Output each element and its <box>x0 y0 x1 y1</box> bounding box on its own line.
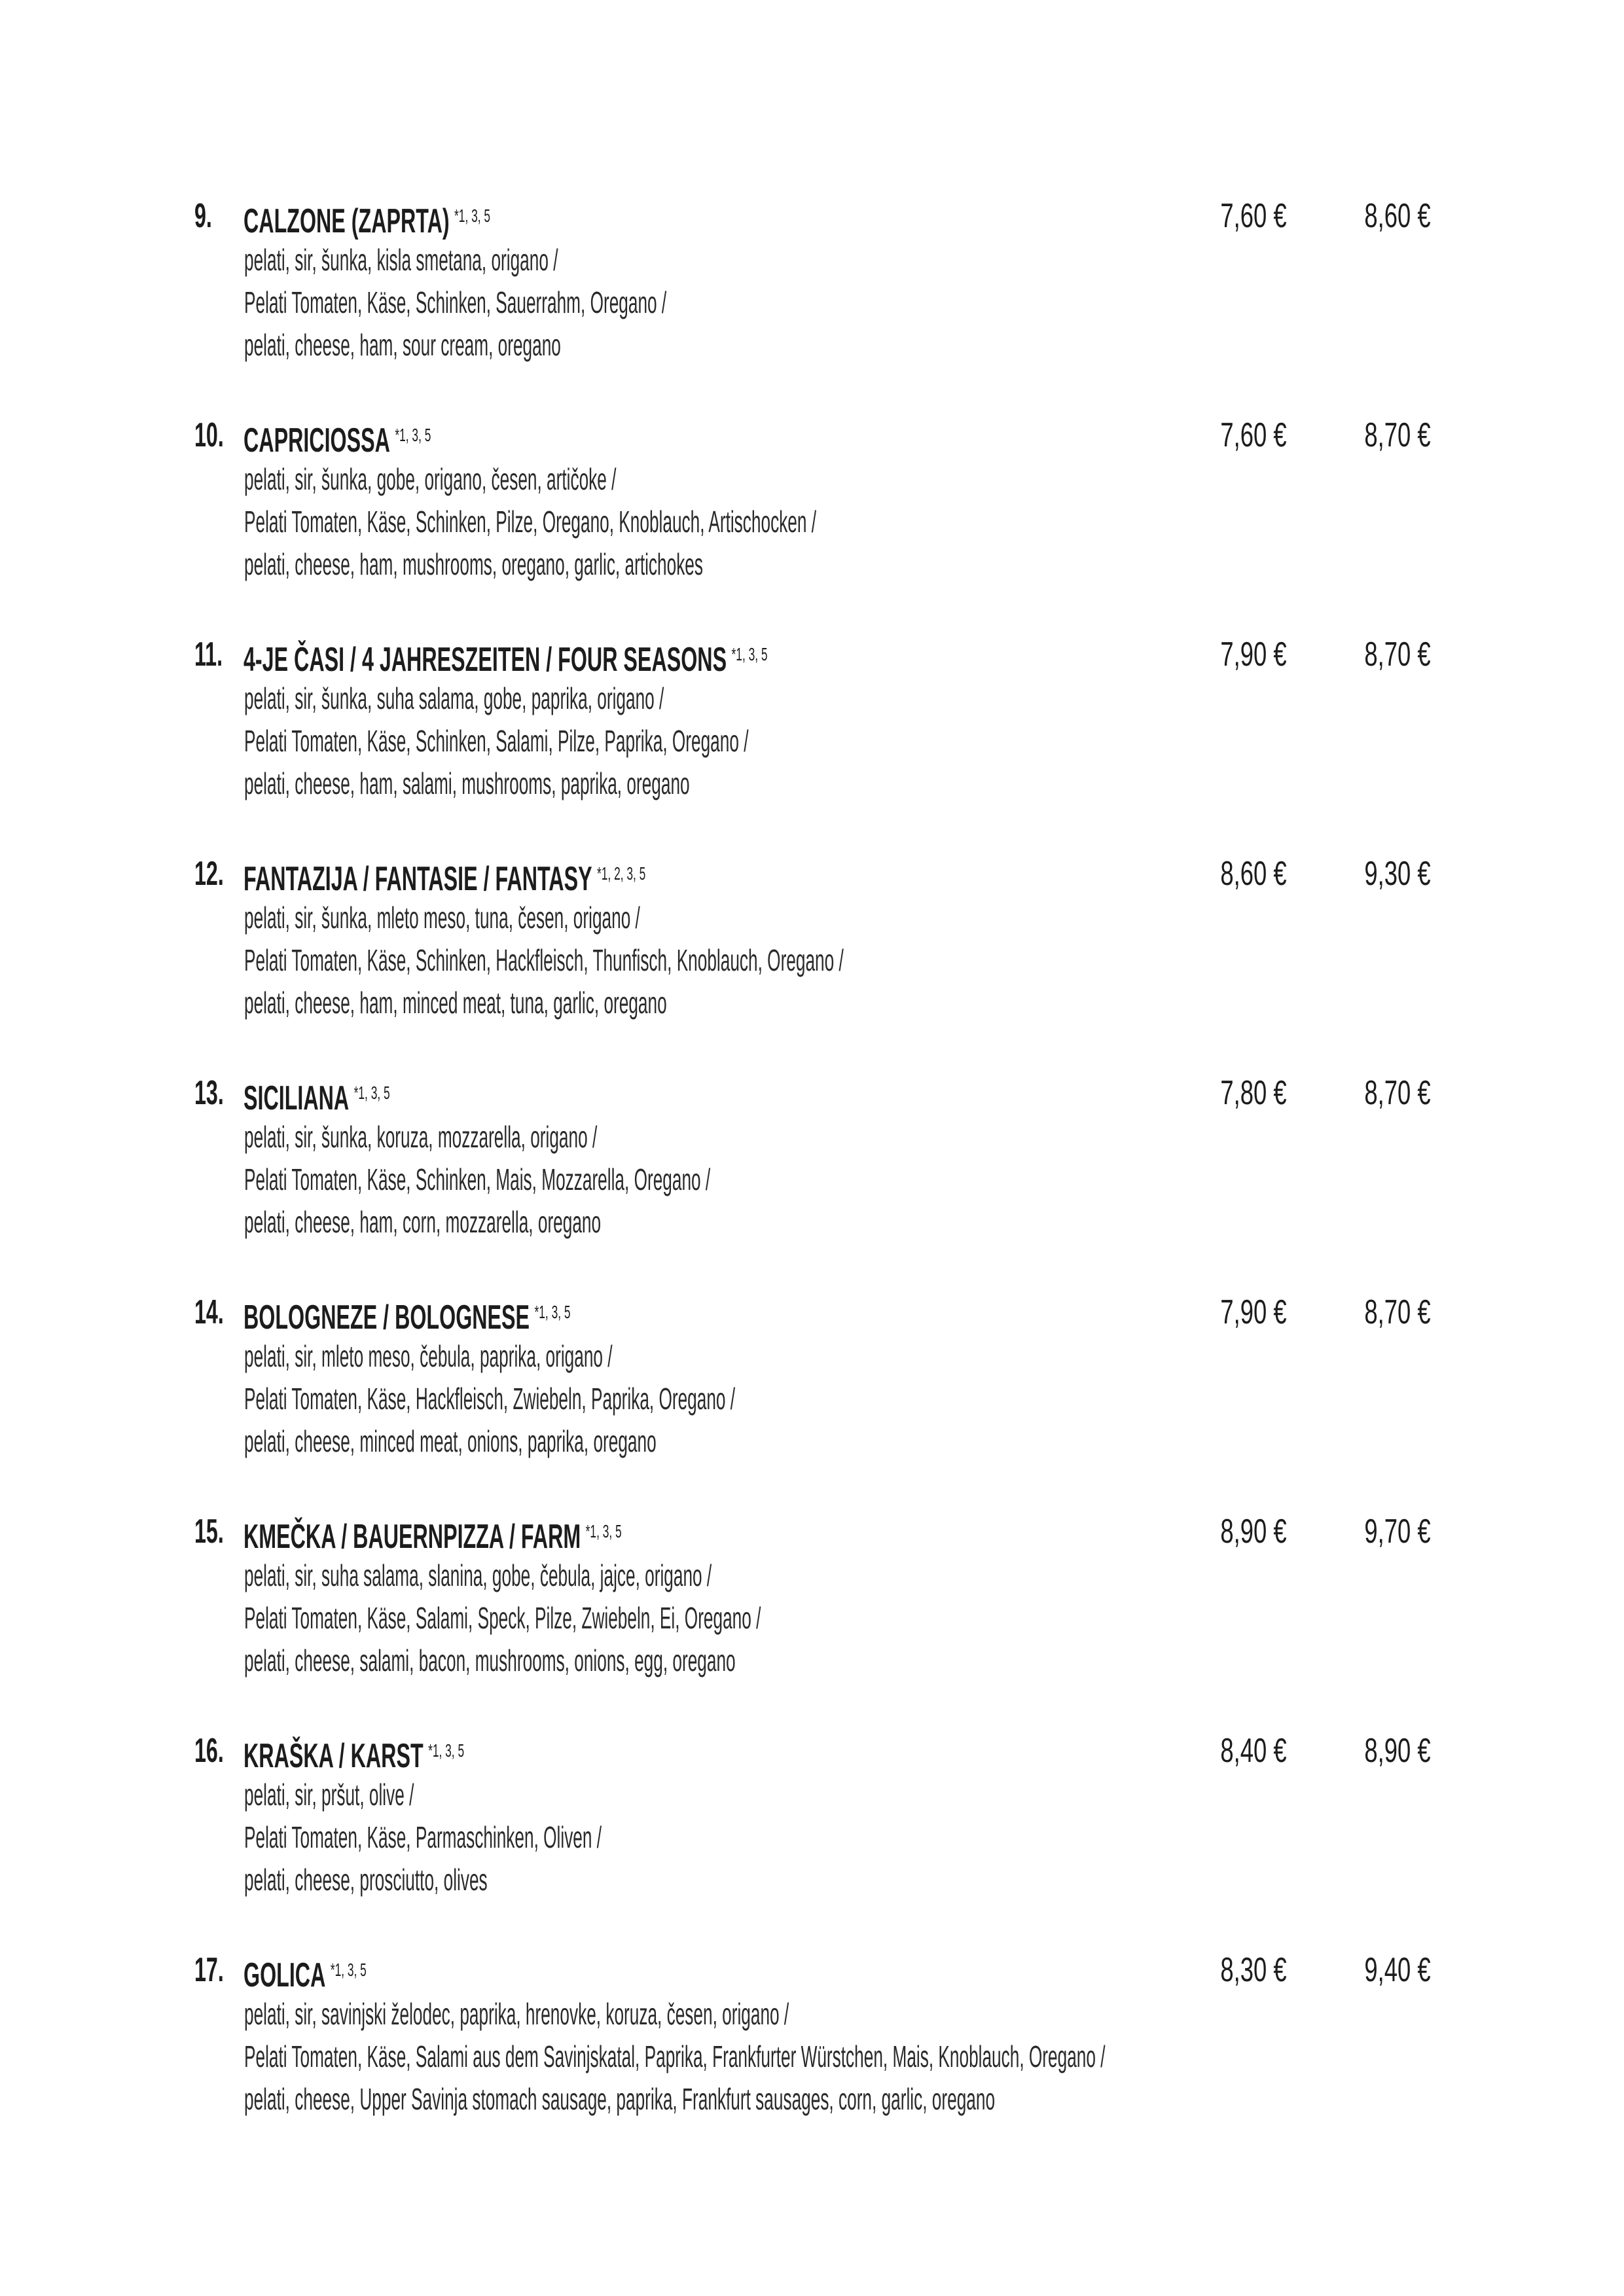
menu-item-15 <box>0 1512 1624 1708</box>
item-title: KRAŠKA / KARST <box>244 1737 424 1775</box>
description-german: Pelati Tomaten, Käse, Parmaschinken, Oliven / <box>244 1820 602 1854</box>
menu-item-10 <box>0 416 1624 612</box>
menu-item-16 <box>0 1731 1624 1928</box>
price-small: 8,60 € <box>1220 855 1287 893</box>
item-title: BOLOGNEZE / BOLOGNESE <box>244 1299 530 1336</box>
menu-item-heading <box>0 416 1624 459</box>
menu-item-heading <box>0 1731 1624 1775</box>
price-large: 8,60 € <box>1364 197 1431 235</box>
item-title: CAPRICIOSSA <box>244 422 390 459</box>
item-number: 15. <box>194 1513 224 1551</box>
description-german: Pelati Tomaten, Käse, Schinken, Pilze, Oregano, Knoblauch, Artischocken / <box>244 505 817 539</box>
menu-item-17 <box>0 1950 1624 2147</box>
menu-item-heading <box>0 635 1624 679</box>
item-number: 13. <box>194 1074 224 1112</box>
description-slovenian: pelati, sir, šunka, mleto meso, tuna, česen, origano / <box>244 901 640 935</box>
menu-item-heading <box>0 196 1624 240</box>
item-title-group <box>244 1731 464 1784</box>
item-title: 4-JE ČASI / 4 JAHRESZEITEN / FOUR SEASONS <box>244 641 727 679</box>
item-title: CALZONE (ZAPRTA) <box>244 202 450 240</box>
menu-item-14 <box>0 1293 1624 1489</box>
price-large: 9,70 € <box>1364 1513 1431 1551</box>
price-large: 9,40 € <box>1364 1951 1431 1989</box>
description-english: pelati, cheese, ham, corn, mozzarella, oregano <box>244 1205 602 1239</box>
price-small: 7,90 € <box>1220 636 1287 673</box>
allergen-codes: *1, 3, 5 <box>534 1302 571 1322</box>
description-slovenian: pelati, sir, pršut, olive / <box>244 1778 414 1812</box>
price-large: 9,30 € <box>1364 855 1431 893</box>
description-english: pelati, cheese, prosciutto, olives <box>244 1863 488 1897</box>
menu-item-12 <box>0 854 1624 1050</box>
item-title: KMEČKA / BAUERNPIZZA / FARM <box>244 1518 581 1556</box>
description-english: pelati, cheese, minced meat, onions, paprika, oregano <box>244 1424 657 1458</box>
description-slovenian: pelati, sir, šunka, suha salama, gobe, paprika, origano / <box>244 681 664 715</box>
description-slovenian: pelati, sir, mleto meso, čebula, paprika, origano / <box>244 1339 613 1373</box>
price-small: 7,80 € <box>1220 1074 1287 1112</box>
item-number: 9. <box>194 197 212 235</box>
allergen-codes: *1, 3, 5 <box>330 1960 367 1980</box>
description-german: Pelati Tomaten, Käse, Schinken, Salami, Pilze, Paprika, Oregano / <box>244 724 749 758</box>
description-english: pelati, cheese, ham, mushrooms, oregano, garlic, artichokes <box>244 547 704 581</box>
item-number: 16. <box>194 1732 224 1770</box>
price-large: 8,70 € <box>1364 1293 1431 1331</box>
description-slovenian: pelati, sir, suha salama, slanina, gobe, čebula, jajce, origano / <box>244 1558 712 1592</box>
allergen-codes: *1, 3, 5 <box>395 425 431 445</box>
description-german: Pelati Tomaten, Käse, Schinken, Sauerrahm, Oregano / <box>244 285 667 319</box>
menu-item-heading <box>0 1293 1624 1336</box>
menu-item-9 <box>0 196 1624 393</box>
item-title-group <box>244 1073 390 1126</box>
description-german: Pelati Tomaten, Käse, Schinken, Mais, Mozzarella, Oregano / <box>244 1162 711 1196</box>
allergen-codes: *1, 3, 5 <box>353 1083 390 1103</box>
description-german: Pelati Tomaten, Käse, Hackfleisch, Zwiebeln, Paprika, Oregano / <box>244 1382 736 1416</box>
item-number: 17. <box>194 1951 224 1989</box>
description-german: Pelati Tomaten, Käse, Salami aus dem Savinjskatal, Paprika, Frankfurter Würstchen, Mais, Knoblauch, Oregano / <box>244 2039 1106 2073</box>
item-title-group <box>244 854 645 907</box>
description-slovenian: pelati, sir, savinjski želodec, paprika, hrenovke, koruza, česen, origano / <box>244 1997 789 2031</box>
price-small: 8,40 € <box>1220 1732 1287 1770</box>
description-slovenian: pelati, sir, šunka, koruza, mozzarella, origano / <box>244 1120 598 1154</box>
item-title-group <box>244 196 490 249</box>
allergen-codes: *1, 3, 5 <box>428 1740 465 1761</box>
item-title-group <box>244 635 768 688</box>
price-small: 7,60 € <box>1220 197 1287 235</box>
description-german: Pelati Tomaten, Käse, Schinken, Hackfleisch, Thunfisch, Knoblauch, Oregano / <box>244 943 844 977</box>
item-number: 14. <box>194 1293 224 1331</box>
allergen-codes: *1, 3, 5 <box>585 1521 622 1541</box>
description-english: pelati, cheese, ham, minced meat, tuna, garlic, oregano <box>244 986 667 1020</box>
description-slovenian: pelati, sir, šunka, kisla smetana, origano / <box>244 243 558 277</box>
menu-item-heading <box>0 1512 1624 1556</box>
item-title: FANTAZIJA / FANTASIE / FANTASY <box>244 860 592 898</box>
description-german: Pelati Tomaten, Käse, Salami, Speck, Pilze, Zwiebeln, Ei, Oregano / <box>244 1601 761 1635</box>
menu-item-heading <box>0 1950 1624 1994</box>
item-title-group <box>244 1950 367 2003</box>
price-small: 7,90 € <box>1220 1293 1287 1331</box>
description-english: pelati, cheese, salami, bacon, mushrooms, onions, egg, oregano <box>244 1643 736 1677</box>
price-small: 8,30 € <box>1220 1951 1287 1989</box>
price-large: 8,70 € <box>1364 416 1431 454</box>
item-title: SICILIANA <box>244 1079 350 1117</box>
item-number: 12. <box>194 855 224 893</box>
item-title-group <box>244 1512 622 1565</box>
description-english: pelati, cheese, Upper Savinja stomach sausage, paprika, Frankfurt sausages, corn, garlic, oregano <box>244 2082 996 2116</box>
price-large: 8,70 € <box>1364 1074 1431 1112</box>
description-slovenian: pelati, sir, šunka, gobe, origano, česen, artičoke / <box>244 462 617 496</box>
allergen-codes: *1, 3, 5 <box>731 644 768 664</box>
menu-item-11 <box>0 635 1624 831</box>
allergen-codes: *1, 2, 3, 5 <box>597 863 646 884</box>
price-large: 8,70 € <box>1364 636 1431 673</box>
price-large: 8,90 € <box>1364 1732 1431 1770</box>
description-english: pelati, cheese, ham, salami, mushrooms, paprika, oregano <box>244 766 690 800</box>
item-number: 10. <box>194 416 224 454</box>
item-title: GOLICA <box>244 1956 326 1994</box>
item-title-group <box>244 1293 571 1346</box>
menu-item-heading <box>0 1073 1624 1117</box>
menu-item-13 <box>0 1073 1624 1270</box>
description-english: pelati, cheese, ham, sour cream, oregano <box>244 328 561 362</box>
item-number: 11. <box>194 636 223 673</box>
menu-item-heading <box>0 854 1624 898</box>
price-small: 8,90 € <box>1220 1513 1287 1551</box>
allergen-codes: *1, 3, 5 <box>454 206 491 226</box>
price-small: 7,60 € <box>1220 416 1287 454</box>
item-title-group <box>244 416 431 469</box>
